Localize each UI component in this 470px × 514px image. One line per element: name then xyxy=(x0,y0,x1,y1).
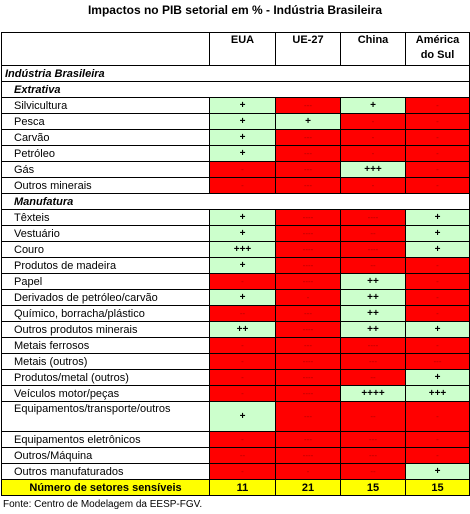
impact-cell-negative: -- xyxy=(341,464,406,480)
impact-cell-negative: ---- xyxy=(276,322,341,338)
sector-name: Produtos de madeira xyxy=(2,258,210,274)
sector-name: Papel xyxy=(2,274,210,290)
impact-cell-negative: - xyxy=(276,464,341,480)
impact-cell-positive: + xyxy=(406,464,470,480)
impact-cell-negative: ---- xyxy=(276,448,341,464)
impact-cell-negative: --- xyxy=(276,162,341,178)
totals-value: 15 xyxy=(406,480,470,496)
sector-name: Derivados de petróleo/carvão xyxy=(2,290,210,306)
impact-cell-negative: --- xyxy=(276,98,341,114)
sector-name: Petróleo xyxy=(2,146,210,162)
totals-value: 15 xyxy=(341,480,406,496)
impact-cell-positive: + xyxy=(210,210,276,226)
impact-cell-negative: - xyxy=(406,98,470,114)
table-row xyxy=(2,210,470,226)
table-row xyxy=(2,274,470,290)
impact-cell-positive: +++ xyxy=(210,242,276,258)
impact-cell-negative: --- xyxy=(276,130,341,146)
sector-name: Pesca xyxy=(2,114,210,130)
totals-value: 11 xyxy=(210,480,276,496)
impact-cell-negative: - xyxy=(210,178,276,194)
source-note: Fonte: Centro de Modelagem da EESP-FGV. xyxy=(3,499,203,510)
table-row xyxy=(2,370,470,386)
impact-cell-negative: --- xyxy=(341,448,406,464)
table-row xyxy=(2,354,470,370)
impact-cell-negative: - xyxy=(341,146,406,162)
table-row xyxy=(2,242,470,258)
sector-name: Químico, borracha/plástico xyxy=(2,306,210,322)
impact-cell-negative: --- xyxy=(276,432,341,448)
impact-cell-negative: - xyxy=(341,130,406,146)
impact-cell-positive: + xyxy=(406,322,470,338)
impact-cell-negative: - xyxy=(210,386,276,402)
header-row xyxy=(2,33,470,66)
impact-cell-negative: -- xyxy=(210,306,276,322)
header-blank-cell xyxy=(2,33,210,66)
table-row xyxy=(2,432,470,448)
sector-name: Gás xyxy=(2,162,210,178)
impact-cell-negative: ---- xyxy=(276,354,341,370)
impact-cell-negative: - xyxy=(406,274,470,290)
impact-cell-positive: +++ xyxy=(406,386,470,402)
sector-name: Têxteis xyxy=(2,210,210,226)
impact-cell-negative: - xyxy=(210,338,276,354)
impact-cell-negative: --- xyxy=(341,432,406,448)
impact-cell-negative: - xyxy=(210,370,276,386)
impact-cell-negative: -- xyxy=(341,402,406,432)
impact-cell-positive: + xyxy=(210,290,276,306)
impact-cell-positive: + xyxy=(210,114,276,130)
impact-cell-positive: + xyxy=(406,226,470,242)
totals-label: Número de setores sensíveis xyxy=(2,480,210,496)
column-header: China xyxy=(341,33,406,66)
impact-cell-negative: - xyxy=(210,432,276,448)
group-row xyxy=(2,66,470,82)
impact-cell-negative: ---- xyxy=(276,258,341,274)
impact-cell-positive: ++++ xyxy=(341,386,406,402)
impact-cell-negative: -- xyxy=(341,226,406,242)
table-row xyxy=(2,448,470,464)
impact-cell-negative: --- xyxy=(276,146,341,162)
impact-cell-negative: --- xyxy=(406,354,470,370)
impact-cell-negative: --- xyxy=(276,402,341,432)
impact-cell-negative: - xyxy=(341,114,406,130)
impact-cell-negative: - xyxy=(210,162,276,178)
sector-name: Equipamentos/transporte/outros xyxy=(2,402,210,432)
impact-cell-negative: - xyxy=(406,146,470,162)
impact-cell-negative: --- xyxy=(276,178,341,194)
impact-cell-positive: + xyxy=(341,98,406,114)
impact-cell-negative: ---- xyxy=(341,338,406,354)
impact-cell-positive: + xyxy=(276,114,341,130)
sector-name: Produtos/metal (outros) xyxy=(2,370,210,386)
impact-cell-negative: ---- xyxy=(276,242,341,258)
section-row xyxy=(2,194,470,210)
table-row xyxy=(2,146,470,162)
impact-cell-negative: ---- xyxy=(341,242,406,258)
page-title: Impactos no PIB setorial em % - Indústria Brasileira xyxy=(87,3,383,17)
impact-cell-negative: - xyxy=(406,402,470,432)
impact-cell-negative: - xyxy=(406,338,470,354)
table-row xyxy=(2,258,470,274)
sector-name: Outros minerais xyxy=(2,178,210,194)
impact-cell-negative: --- xyxy=(276,306,341,322)
column-header: UE-27 xyxy=(276,33,341,66)
section-label: Extrativa xyxy=(2,82,470,98)
table-row xyxy=(2,290,470,306)
sector-name: Veículos motor/peças xyxy=(2,386,210,402)
sector-name: Silvicultura xyxy=(2,98,210,114)
sector-name: Outros manufaturados xyxy=(2,464,210,480)
impact-cell-negative: - xyxy=(210,274,276,290)
impact-cell-positive: + xyxy=(210,402,276,432)
impact-cell-positive: ++ xyxy=(341,274,406,290)
impact-cell-positive: + xyxy=(210,226,276,242)
impact-cell-positive: + xyxy=(210,146,276,162)
impact-cell-positive: ++ xyxy=(210,322,276,338)
impact-cell-negative: -- xyxy=(210,448,276,464)
table-row xyxy=(2,114,470,130)
impact-cell-negative: ---- xyxy=(276,226,341,242)
impact-cell-positive: +++ xyxy=(341,162,406,178)
totals-row xyxy=(2,480,470,496)
impact-cell-negative: - xyxy=(406,290,470,306)
impact-cell-negative: ---- xyxy=(341,210,406,226)
impact-cell-negative: - xyxy=(210,354,276,370)
table-row xyxy=(2,226,470,242)
impact-cell-positive: ++ xyxy=(341,322,406,338)
impact-cell-negative: - xyxy=(341,178,406,194)
impact-cell-positive: + xyxy=(210,130,276,146)
impact-cell-positive: + xyxy=(406,210,470,226)
impact-cell-negative: - xyxy=(406,448,470,464)
totals-value: 21 xyxy=(276,480,341,496)
section-row xyxy=(2,82,470,98)
sector-name: Metais ferrosos xyxy=(2,338,210,354)
sector-name: Metais (outros) xyxy=(2,354,210,370)
table-row xyxy=(2,386,470,402)
sector-name: Equipamentos eletrônicos xyxy=(2,432,210,448)
impact-cell-negative: ---- xyxy=(276,210,341,226)
impact-cell-negative: - xyxy=(406,432,470,448)
sector-name: Couro xyxy=(2,242,210,258)
impact-cell-negative: --- xyxy=(276,338,341,354)
sector-name: Vestuário xyxy=(2,226,210,242)
impact-cell-negative: - xyxy=(406,178,470,194)
impact-cell-negative: - xyxy=(210,464,276,480)
impact-cell-negative: ---- xyxy=(276,274,341,290)
column-header: EUA xyxy=(210,33,276,66)
table-row xyxy=(2,402,470,432)
impact-table xyxy=(1,32,470,496)
impact-cell-negative: --- xyxy=(341,354,406,370)
table-row xyxy=(2,322,470,338)
impact-cell-positive: ++ xyxy=(341,306,406,322)
group-label: Indústria Brasileira xyxy=(2,66,470,82)
table-row xyxy=(2,464,470,480)
impact-cell-negative: -- xyxy=(341,258,406,274)
table-row xyxy=(2,130,470,146)
table-row xyxy=(2,98,470,114)
column-header: América do Sul xyxy=(406,33,470,66)
table-row xyxy=(2,338,470,354)
sector-name: Outros produtos minerais xyxy=(2,322,210,338)
impact-cell-negative: - xyxy=(406,130,470,146)
table-row xyxy=(2,178,470,194)
impact-cell-negative: - xyxy=(406,306,470,322)
impact-cell-negative: ---- xyxy=(276,386,341,402)
impact-cell-negative: -- xyxy=(341,370,406,386)
impact-cell-negative: - xyxy=(406,258,470,274)
impact-cell-negative: - xyxy=(406,162,470,178)
section-label: Manufatura xyxy=(2,194,470,210)
impact-cell-negative: ---- xyxy=(276,370,341,386)
sector-name: Carvão xyxy=(2,130,210,146)
sector-name: Outros/Máquina xyxy=(2,448,210,464)
impact-cell-negative: - xyxy=(276,290,341,306)
impact-cell-negative: - xyxy=(406,114,470,130)
impact-cell-positive: + xyxy=(406,370,470,386)
impact-cell-positive: + xyxy=(210,98,276,114)
impact-cell-positive: ++ xyxy=(341,290,406,306)
table-row xyxy=(2,162,470,178)
impact-cell-positive: + xyxy=(406,242,470,258)
table-body xyxy=(2,33,470,496)
table-row xyxy=(2,306,470,322)
impact-cell-positive: + xyxy=(210,258,276,274)
